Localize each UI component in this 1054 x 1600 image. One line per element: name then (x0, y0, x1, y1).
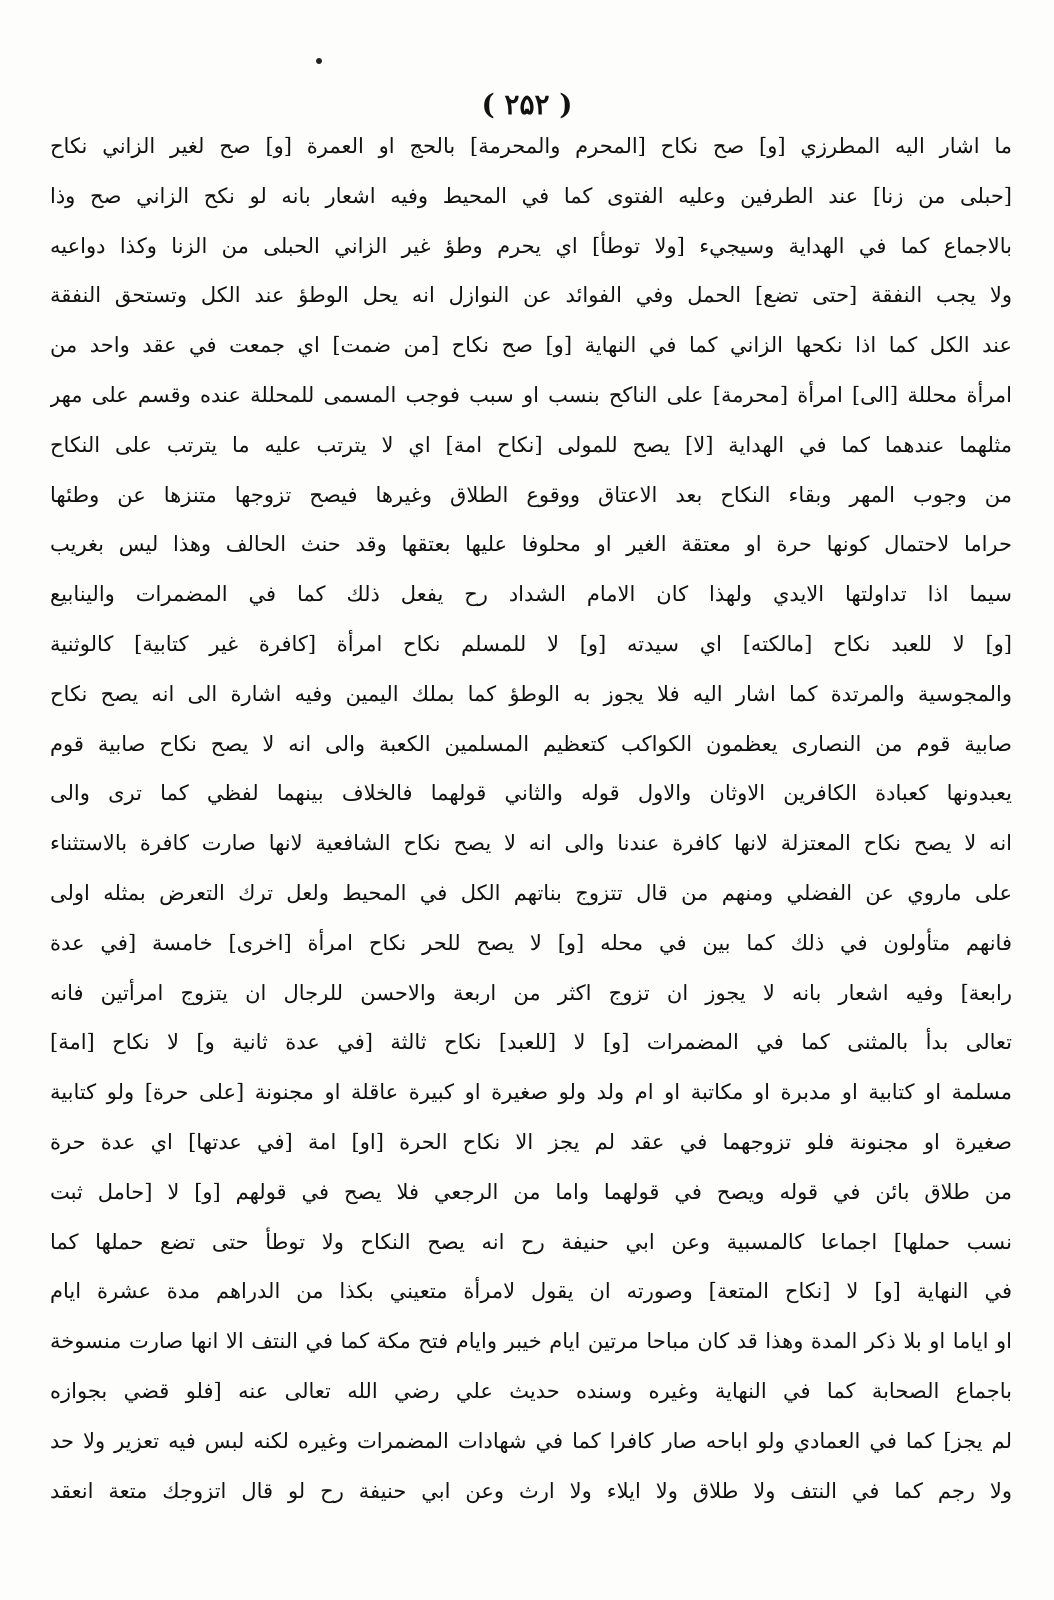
text-line: لم يجز] كما في العمادي ولو اباحه صار كافرا كما في شهادات المضمرات وغيره لكنه لبس فيه تعزير ولا حد (50, 1428, 1012, 1453)
text-line: والمجوسية والمرتدة كما اشار اليه فلا يجوز به الوطؤ كما بملك اليمين وفيه اشارة الى انه يصح نكاح (50, 681, 1012, 706)
text-line: صابية قوم من النصارى يعظمون الكواكب كتعظيم المسلمين الكعبة والى انه لا يصح نكاح صابية قوم (50, 731, 1012, 756)
text-line: [و] لا للعبد نكاح [مالكته] اي سيدته [و] لا للمسلم نكاح امرأة [كافرة غير كتابية] كالوثنية (50, 631, 1012, 656)
text-line: من وجوب المهر وبقاء النكاح بعد الاعتاق ووقوع الطلاق وغيرها فيصح تزوجها متنزها عن وطئها (50, 482, 1012, 507)
text-line: يعبدونها كعبادة الكافرين الاوثان والاول قوله والثاني قولهما فالخلاف بينهما لفظي كما ترى والى (50, 781, 1012, 806)
text-line: سيما اذا تداولتها الايدي ولهذا كان الامام الشداد رح يفعل ذلك كما في المضمرات والينابيع (50, 582, 1012, 607)
text-line: صغيرة او مجنونة فلو تزوجهما في عقد لم يجز الا نكاح الحرة [او] امة [في عدتها] اي عدة حرة (50, 1129, 1012, 1154)
ink-dot (316, 58, 322, 64)
text-line: ما اشار اليه المطرزي [و] صح نكاح [المحرم والمحرمة] بالحج او العمرة [و] صح لغير الزاني نكاح (50, 134, 1012, 158)
text-line: ولا يجب النفقة [حتى تضع] الحمل وفي الفوائد عن النوازل انه يحل الوطؤ عند الكل وتستحق النفقة (50, 283, 1012, 308)
text-line: ولا رجم كما في النتف ولا طلاق ولا ايلاء ولا ارث وعن ابي حنيفة رح لو قال اتزوجك متعة انعقد (50, 1478, 1012, 1503)
text-line: نسب حملها] اجماعا كالمسبية وعن ابي حنيفة رح انه يصح النكاح ولا توطأ حتى تضع حملها كما (50, 1229, 1012, 1254)
text-line: مسلمة او كتابية او مدبرة او مكاتبة او ام ولد ولو صغيرة او كبيرة عاقلة او مجنونة [على حرة] ولو كتابية (50, 1080, 1012, 1105)
text-line: من طلاق بائن في قوله ويصح في قولهما واما من الرجعي فلا يصح في قولهم [و] لا [حامل ثبت (50, 1179, 1012, 1204)
page-number: ( ۲۵۲ ) (481, 88, 573, 121)
text-line: رابعة] وفيه اشعار بانه لا يجوز ان تزوج اكثر من اربعة والاحسن للرجال ان يتزوج امرأتين فانه (50, 980, 1012, 1005)
text-line: [حبلى من زنا] عند الطرفين وعليه الفتوى كما في المحيط وفيه اشعار بانه لو نكح الزاني صح وذا (50, 183, 1012, 208)
text-line: تعالى بدأ بالمثنى كما في المضمرات [و] لا [للعبد] نكاح ثالثة [في عدة ثانية و] لا نكاح [امة] (50, 1030, 1012, 1055)
text-line: عند الكل كما اذا نكحها الزاني كما في النهاية [و] صح نكاح [من ضمت] اي جمعت في عقد واحد من (50, 333, 1012, 358)
body-text (50, 122, 1012, 1516)
text-line: مثلهما عندهما كما في الهداية [لا] يصح للمولى [نكاح امة] اي لا يترتب عليه ما يترتب على النكاح (50, 432, 1012, 457)
text-line: انه لا يصح نكاح المعتزلة لانها كافرة عندنا والى انه لا يصح نكاح الشافعية لانها صارت كافرة بالاستثناء (50, 831, 1012, 856)
text-line: على ماروي عن الفضلي ومنهم من قال تتزوج بناتهم الكل في المحيط ولعل ترك التعرض بمثله اولى (50, 880, 1012, 905)
text-line: باجماع الصحابة كما في النهاية وغيره وسنده حديث علي رضي الله تعالى عنه [فلو قضي بجوازه (50, 1378, 1012, 1403)
text-line: حراما لاحتمال كونها حرة او معتقة الغير او محلوفا عليها بعتقها وقد حنث الحالف وهذا ليس بغريب (50, 532, 1012, 557)
text-line: امرأة محللة [الى] امرأة [محرمة] على الناكح بنسب او سبب فوجب المسمى للمحللة عنده وقسم على مهر (50, 382, 1012, 407)
text-line: في النهاية [و] لا [نكاح المتعة] وصورته ان يقول لامرأة متعيني بكذا من الدراهم مدة عشرة ايام (50, 1279, 1012, 1304)
text-line: فانهم متأولون في ذلك كما بين في محله [و] لا يصح للحر نكاح امرأة [اخرى] خامسة [في عدة (50, 930, 1012, 955)
text-line: او اياما او بلا ذكر المدة وهذا قد كان مباحا مرتين ايام خيبر وايام فتح مكة كما في النتف الا انها صارت منسوخة (50, 1329, 1012, 1354)
text-line: بالاجماع كما في الهداية وسيجيء [ولا توطأ] اي يحرم وطؤ غير الزاني الحبلى من الزنا وكذا دواعيه (50, 233, 1012, 258)
